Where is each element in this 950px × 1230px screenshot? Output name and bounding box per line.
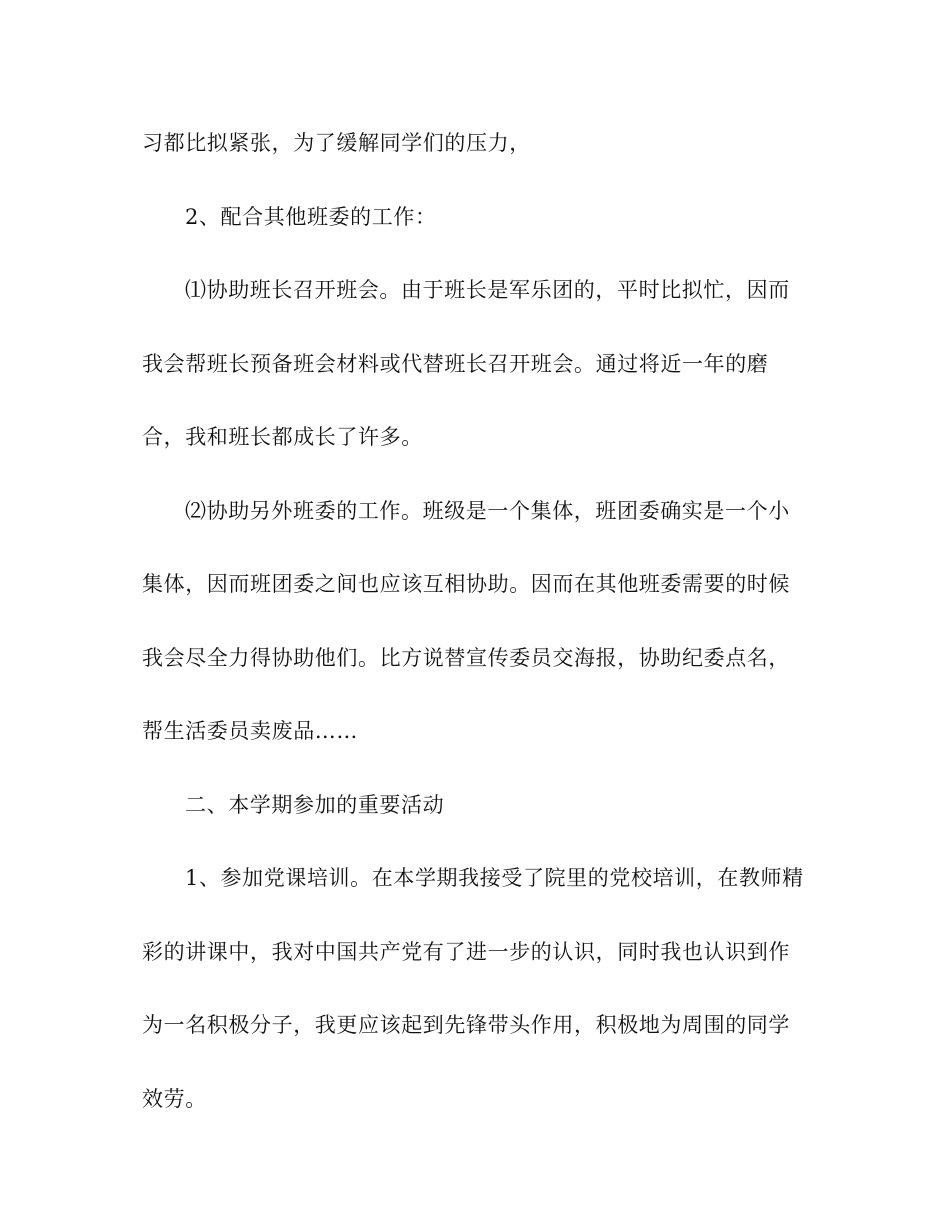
text-line: 我会尽全力得协助他们。比方说替宣传委员交海报，协助纪委点名， <box>142 646 790 670</box>
text-line: 1、参加党课培训。在本学期我接受了院里的党校培训，在教师精 <box>185 866 804 890</box>
text-line: 习都比拟紧张，为了缓解同学们的压力， <box>142 131 531 155</box>
text-line: 为一名积极分子，我更应该起到先锋带头作用，积极地为周围的同学 <box>142 1013 790 1037</box>
text-line: 我会帮班长预备班会材料或代替班长召开班会。通过将近一年的磨 <box>142 352 769 376</box>
text-line: 合，我和班长都成长了许多。 <box>142 425 423 449</box>
text-line: ⑴协助班长召开班会。由于班长是军乐团的，平时比拟忙，因而 <box>185 278 790 302</box>
section-heading: 二、本学期参加的重要活动 <box>185 793 445 817</box>
text-line: 彩的讲课中，我对中国共产党有了进一步的认识，同时我也认识到作 <box>142 940 790 964</box>
text-line: 集体，因而班团委之间也应该互相协助。因而在其他班委需要的时候 <box>142 572 790 596</box>
text-line: 帮生活委员卖废品…… <box>142 719 358 743</box>
text-line: 效劳。 <box>142 1087 207 1111</box>
text-line: ⑵协助另外班委的工作。班级是一个集体，班团委确实是一个小 <box>185 499 790 523</box>
text-line: 2、配合其他班委的工作： <box>185 205 437 229</box>
